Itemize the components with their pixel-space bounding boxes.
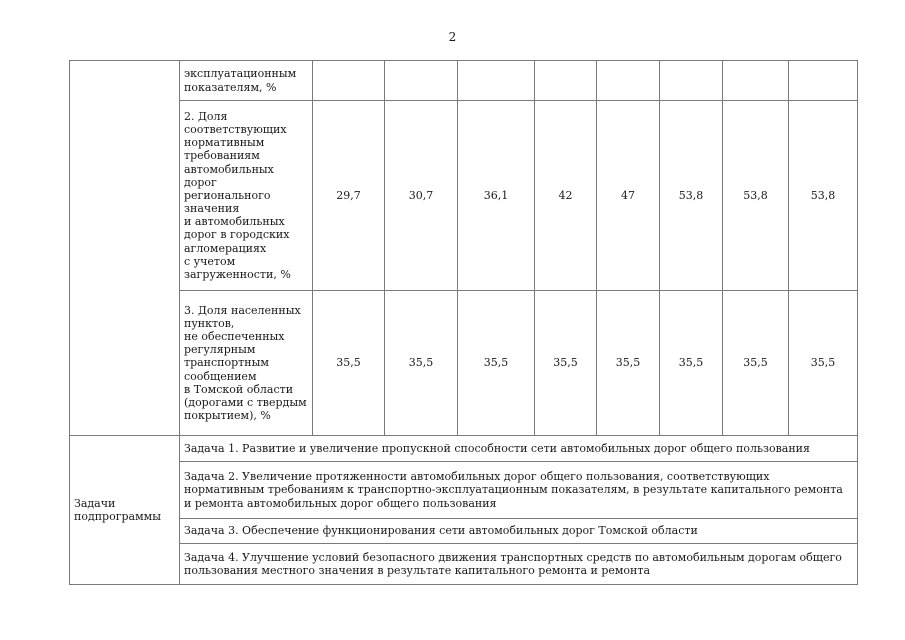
indicator-row — [70, 101, 858, 291]
page-number: 2 — [448, 30, 457, 44]
task-row — [70, 519, 858, 544]
indicator-value: 42 — [535, 101, 597, 291]
empty-label-cell — [70, 61, 180, 436]
indicator-name: 2. Доля соответствующих нормативным требованиям автомобильных дорог регионального значения и автомобильных дорог в городских агломерациях с учетом загруженности, % — [180, 101, 313, 291]
indicator-value: 35,5 — [660, 291, 723, 436]
indicator-value — [458, 61, 535, 101]
indicator-value — [789, 61, 858, 101]
indicator-value: 35,5 — [597, 291, 660, 436]
indicator-value: 35,5 — [535, 291, 597, 436]
indicator-row — [70, 291, 858, 436]
task-row — [70, 462, 858, 519]
indicator-value: 35,5 — [313, 291, 385, 436]
indicator-value — [535, 61, 597, 101]
indicator-value — [313, 61, 385, 101]
indicator-value: 53,8 — [660, 101, 723, 291]
subprogram-table — [69, 60, 858, 585]
indicator-value — [385, 61, 458, 101]
indicator-value: 35,5 — [789, 291, 858, 436]
indicator-name: эксплуатационным показателям, % — [180, 61, 313, 101]
task-item: Задача 2. Увеличение протяженности автомобильных дорог общего пользования, соответствующих нормативным требованиям к транспортно-эксплуатационным показателям, в результате капитального ремонта и ремонта автомобильных дорог общего пользования — [180, 462, 858, 519]
indicator-value — [660, 61, 723, 101]
task-row — [70, 436, 858, 462]
indicator-value: 53,8 — [789, 101, 858, 291]
indicator-name: 3. Доля населенных пунктов, не обеспеченных регулярным транспортным сообщением в Томской области (дорогами с твердым покрытием), % — [180, 291, 313, 436]
indicator-value: 36,1 — [458, 101, 535, 291]
indicator-row — [70, 61, 858, 101]
task-item: Задача 1. Развитие и увеличение пропускной способности сети автомобильных дорог общего пользования — [180, 436, 858, 462]
indicator-value — [723, 61, 789, 101]
indicator-value — [597, 61, 660, 101]
indicator-value: 35,5 — [723, 291, 789, 436]
indicator-value: 53,8 — [723, 101, 789, 291]
indicator-value: 47 — [597, 101, 660, 291]
task-item: Задача 3. Обеспечение функционирования сети автомобильных дорог Томской области — [180, 519, 858, 544]
indicator-value: 35,5 — [385, 291, 458, 436]
indicator-value: 29,7 — [313, 101, 385, 291]
tasks-label: Задачи подпрограммы — [70, 436, 180, 585]
indicator-value: 35,5 — [458, 291, 535, 436]
indicator-value: 30,7 — [385, 101, 458, 291]
task-row — [70, 544, 858, 585]
task-item: Задача 4. Улучшение условий безопасного движения транспортных средств по автомобильным дорогам общего пользования местного значения в результате капитального ремонта и ремонта — [180, 544, 858, 585]
